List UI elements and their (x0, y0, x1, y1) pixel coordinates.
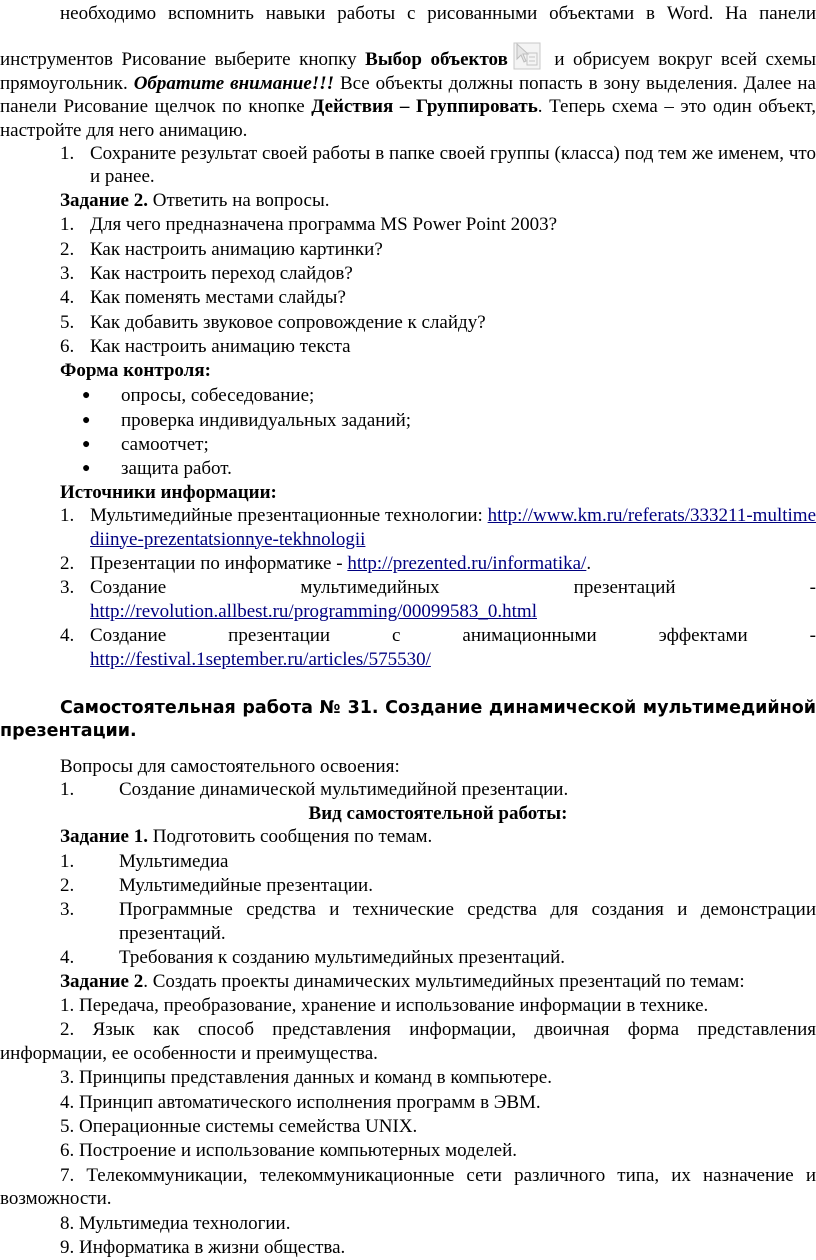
bold-group-action: Действия – Группировать (311, 96, 538, 118)
list-item: 3. Как настроить переход слайдов? (60, 263, 353, 285)
list-item: 1. Для чего предназначена программа MS Power Point 2003? (60, 214, 558, 236)
sources-title: Источники информации: (60, 481, 277, 503)
list-item: 1. Мультимедиа (60, 850, 229, 872)
paragraph-line: необходимо вспомнить навыки работы с рисованными объектами в Word. На панели (60, 3, 816, 24)
list-item-save: 1. Сохраните результат своей работы в папке своей группы (класса) под тем же именем, что и ранее. (60, 143, 816, 188)
topics-list (0, 850, 816, 970)
project-item: 6. Построение и использование компьютерных моделей. (60, 1140, 518, 1162)
bold-select-objects: Выбор объектов (365, 49, 508, 71)
project-item: 3. Принципы представления данных и команд в компьютере. (60, 1067, 552, 1089)
control-title: Форма контроля: (60, 359, 211, 381)
task2-title: Задание 2. Ответить на вопросы. (60, 189, 330, 211)
bullet-icon: ● (82, 461, 91, 477)
list-item: 2. Мультимедийные презентации. (60, 875, 373, 896)
list-item: 5. Как добавить звуковое сопровождение к слайду? (60, 311, 486, 333)
source-item: 2. Презентации по информатике - http://prezented.ru/informatika/. (60, 552, 592, 574)
bullet-item: ● опросы, собеседование; (82, 385, 315, 407)
task1-title: Задание 1. Подготовить сообщения по темам. (60, 826, 433, 848)
source-item: 4. Создание презентации с анимационными эффектами - http://festival.1september.ru/articles/575530/ (60, 625, 816, 670)
bullet-icon: ● (82, 388, 91, 404)
bullet-icon: ● (82, 436, 91, 452)
list-item: 4. Как поменять местами слайды? (60, 287, 346, 309)
project-item: 1. Передача, преобразование, хранение и использование информации в технике. (60, 995, 709, 1017)
project-item: 4. Принцип автоматического исполнения программ в ЭВМ. (60, 1091, 541, 1113)
source-link[interactable]: http://revolution.allbest.ru/programming/00099583_0.html (90, 600, 537, 622)
attention-note: Обратите внимание!!! (133, 72, 334, 94)
project-item: 8. Мультимедиа технологии. (60, 1212, 291, 1234)
view-title: Вид самостоятельной работы: (308, 802, 568, 824)
task2b-title: Задание 2. Создать проекты динамических мультимедийных презентаций по темам: (60, 970, 745, 992)
bullet-item: ● самоотчет; (82, 433, 209, 455)
section-heading: Самостоятельная работа № 31. Создание динамической мультимедийной презентации. (0, 697, 816, 741)
list-item: 1. Создание динамической мультимедийной презентации. (60, 779, 569, 801)
paragraph-select-objects: инструментов Рисование выберите кнопку Выбор объектов и обрисуем вокруг всей схемы прямоугольник. Обратите внимание!!! Все объекты должны попасть в зону выделения. Далее на панели Рисование щелчок по кнопке Действия – Группировать. Теперь схема – это один объект, настройте для него анимацию. (0, 41, 816, 142)
project-item: 2. Язык как способ представления информации, двоичная форма представления информации, ее особенности и преимущества. (0, 1019, 816, 1064)
list-item: 2. Как настроить анимацию картинки? (60, 238, 383, 260)
questions-list (0, 213, 816, 358)
source-link[interactable]: http://prezented.ru/informatika/ (347, 552, 587, 574)
list-item: 6. Как настроить анимацию текста (60, 336, 351, 358)
list-item: 3. Программные средства и технические средства для создания и демонстрации презентаций. (60, 899, 816, 944)
project-item: 9. Информатика в жизни общества. (60, 1237, 346, 1259)
source-item: 1. Мультимедийные презентационные технологии: http://www.km.ru/referats/333211-multimediinye-prezentatsionnye-tekhnologii (60, 505, 816, 550)
bullet-item: ● проверка индивидуальных заданий; (82, 409, 412, 431)
project-item: 5. Операционные системы семейства UNIX. (60, 1116, 418, 1138)
questions-label: Вопросы для самостоятельного освоения: (60, 755, 400, 777)
bullet-item: ● защита работ. (82, 458, 232, 480)
bullet-icon: ● (82, 412, 91, 428)
project-item: 7. Телекоммуникации, телекоммуникационные сети различного типа, их назначение и возможности. (0, 1164, 816, 1210)
select-objects-icon (512, 41, 542, 71)
control-list (0, 384, 816, 481)
source-link[interactable]: http://www.km.ru/referats/333211-multimediinye-prezentatsionnye-tekhnologii (90, 505, 816, 550)
list-item: 4. Требования к созданию мультимедийных презентаций. (60, 947, 566, 969)
source-link[interactable]: http://festival.1september.ru/articles/575530/ (90, 648, 431, 670)
sources-list (0, 504, 816, 671)
source-item: 3. Создание мультимедийных презентаций - http://revolution.allbest.ru/programming/00099583_0.html (60, 577, 816, 622)
